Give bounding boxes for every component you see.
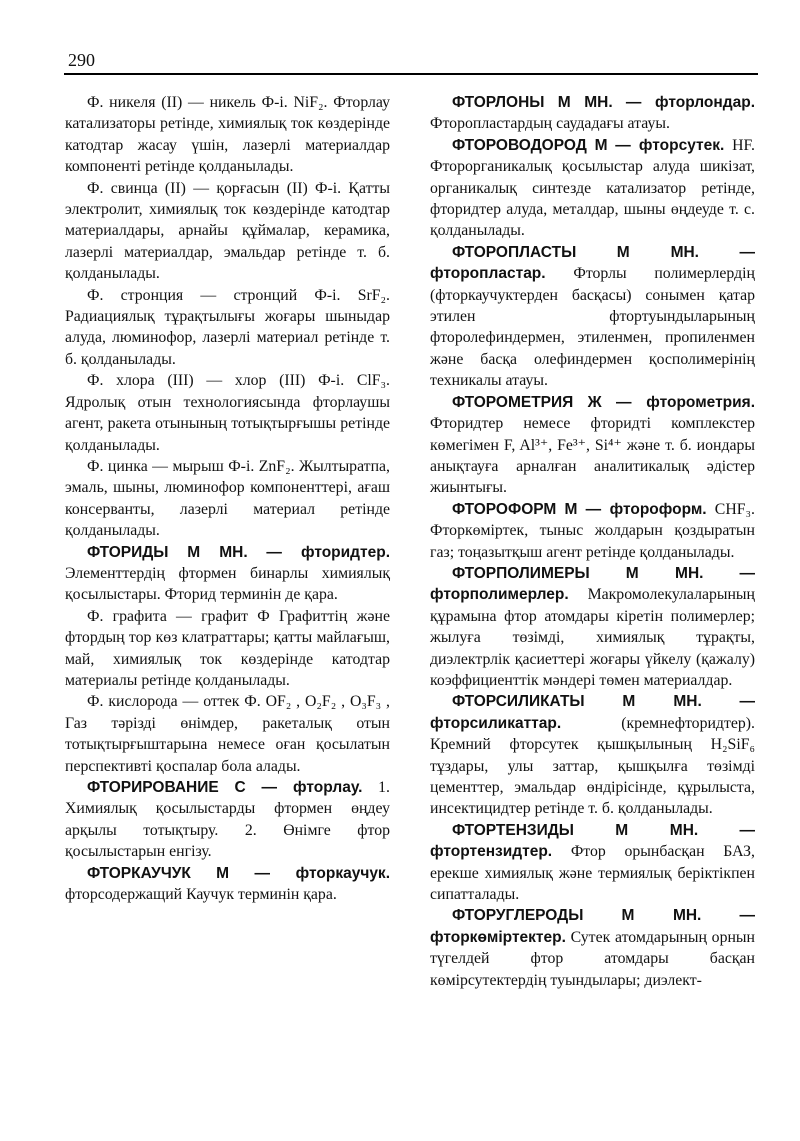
entry-term: ФТОРИДЫ xyxy=(87,543,169,561)
dictionary-entry xyxy=(65,863,390,906)
entry-grammar: М МН. xyxy=(557,94,613,111)
entry-text: Фтор орынбасқан БАЗ, ерекше химиялық және термиялық беріктікпен сипатталады. xyxy=(430,843,755,904)
entry-text: Ф. стронция — стронций Ф-і. SrF₂. Радиациялық тұрақтылығы жоғары шыныдар алуда, люминофор, лазерлі материал ретінде т. б. қолданылады. xyxy=(65,286,390,368)
entry-text: (кремнефторидтер). Кремний фторсутек қышқылының H₂SiF₆ тұздары, улы заттар, қышқылға төзімді цементтер, эмальдар өндірісінде, құрылыста, инсектицидтер ретінде т. б. қолданылады. xyxy=(430,714,755,818)
entry-grammar: М МН. xyxy=(621,907,702,925)
entry-translation: — фторкаучук. xyxy=(254,864,390,882)
entry-text: Фторлы полимерлердің (фторкаучуктерден басқасы) сонымен қатар этилен фтортуындыларының фторолефиндермен, этиленмен, пропиленмен және басқа олефиндермен қосполимерінің техникалы атауы. xyxy=(430,265,755,390)
sub-entry xyxy=(65,370,390,456)
header-rule xyxy=(64,73,758,75)
entry-term: ФТОРЛОНЫ xyxy=(452,94,545,111)
entry-translation: — фторкөміртектер. xyxy=(430,907,756,946)
entry-grammar: М МН. xyxy=(622,693,702,711)
entry-grammar: Ж xyxy=(587,393,602,411)
entry-translation: — фторидтер. xyxy=(266,543,390,561)
sub-entry xyxy=(65,92,390,178)
dictionary-entry xyxy=(430,92,755,135)
entry-term: ФТОРОФОРМ xyxy=(452,500,557,518)
entry-grammar: М МН. xyxy=(616,243,699,261)
entry-text: Фторопластардың саудадағы атауы. xyxy=(430,115,670,133)
entry-text: Ф. хлора (III) — хлор (III) Ф-і. ClF₃. Ядролық отын технологиясында фторлаушы агент, ракета отынының тотықтырғышы ретінде қолданылады. xyxy=(65,372,390,454)
entry-translation: — фторлау. xyxy=(261,779,363,796)
entry-grammar: М xyxy=(216,864,230,882)
dictionary-entry xyxy=(430,242,755,392)
dictionary-entry xyxy=(430,820,755,906)
entry-text: Ф. свинца (II) — қорғасын (II) Ф-і. Қатты электролит, химиялық ток көздерінде катодтар материалдары, арнайы құймалар, керамика, лазерлі материалдар, эмальдар ретінде т. б. қолданылады. xyxy=(65,179,390,283)
dictionary-entry xyxy=(430,135,755,242)
entry-grammar: М МН. xyxy=(615,821,699,839)
entry-translation: — фтороформ. xyxy=(585,500,707,518)
entry-translation: — фторсутек. xyxy=(615,136,725,154)
entry-term: ФТОРОМЕТРИЯ xyxy=(452,393,574,411)
sub-entry xyxy=(65,606,390,692)
dictionary-entry xyxy=(430,392,755,499)
entry-text: Ф. кислорода — оттек Ф. OF₂ , O₂F₂ , O₃F₃ , Газ тәрізді өнімдер, ракеталық отын тотықтырғыштарына немесе оған қосылатын перспективті қоспалар бола алады. xyxy=(65,693,390,775)
entry-term: ФТОРОВОДОРОД xyxy=(452,136,587,154)
entry-term: ФТОРУГЛЕРОДЫ xyxy=(452,907,584,925)
entry-text: Элементтердің фтормен бинарлы химиялық қосылыстары. Фторид терминін де қара. xyxy=(65,564,390,604)
sub-entry xyxy=(65,456,390,542)
entry-grammar: С xyxy=(234,779,246,796)
dictionary-entry xyxy=(430,905,755,991)
entry-term: ФТОРИРОВАНИЕ xyxy=(87,779,219,796)
entry-text: Ф. цинка — мырыш Ф-і. ZnF₂. Жылтыратпа, эмаль, шыны, люминофор компоненттері, ағаш консерванты, лазерлі материал ретінде қолданылады. xyxy=(65,457,390,540)
entry-text: HF. Фторорганикалық қосылыстар алуда шикізат, органикалық синтезде катализатор ретінде, фторидтер алуда, металдар, шыны өңдеуде т. с. қолданылады. xyxy=(430,136,755,240)
entry-grammar: М xyxy=(564,500,578,518)
entry-term: ФТОРКАУЧУК xyxy=(87,864,191,882)
dictionary-entry xyxy=(430,563,755,691)
entry-text: фторсодержащий Каучук терминін қара. xyxy=(65,886,337,904)
entry-text: Ф. никеля (II) — никель Ф-і. NiF₂. Фторлау катализаторы ретінде, химиялық ток көздерінде катодтар жасау үшін, лазерлі материалдар компоненті ретінде қолданылады. xyxy=(65,94,390,176)
entry-term: ФТОРСИЛИКАТЫ xyxy=(452,693,585,711)
dictionary-entry xyxy=(430,499,755,563)
sub-entry xyxy=(65,178,390,285)
entry-text: Ф. графита — графит Ф Графиттің және фтордың тор көз клатраттары; қатты майлағыш, май, химиялық ток көздерінде катодтар материалы ретінде қолданылады. xyxy=(65,607,390,689)
entry-term: ФТОРПОЛИМЕРЫ xyxy=(452,564,590,582)
entry-term: ФТОРТЕНЗИДЫ xyxy=(452,821,574,839)
entry-grammar: М МН. xyxy=(187,543,248,561)
entry-text: Макромолекулаларының құрамына фтор атомдары кіретін полимерлер; жылуға төзімді, химиялық тұрақты, диэлектрлік қасиеттері жоғары үйкелу (қажалу) коэффициенттік мәндері төмен материалдар. xyxy=(430,586,755,689)
entry-translation: — фторопластар. xyxy=(430,243,756,283)
entry-translation: — фторометрия. xyxy=(616,393,756,411)
entry-translation: — фторполимерлер. xyxy=(430,564,755,604)
dictionary-entry xyxy=(430,691,755,819)
sub-entry xyxy=(65,285,390,371)
entry-translation: — фтортензидтер. xyxy=(430,821,755,861)
entry-text: CHF₃. Фторкөміртек, тыныс жолдарын қоздыратын газ; тоңазытқыш агент ретінде қолданылады. xyxy=(430,500,755,561)
entry-term: ФТОРОПЛАСТЫ xyxy=(452,243,577,261)
dictionary-entry xyxy=(65,542,390,606)
page-number: 290 xyxy=(68,50,95,70)
entry-grammar: М МН. xyxy=(625,564,704,582)
dictionary-entry xyxy=(65,777,390,863)
entry-translation: — фторлондар. xyxy=(625,94,755,111)
sub-entry xyxy=(65,691,390,777)
entry-text: 1. Химиялық қосылыстарды фтормен өңдеу арқылы тотықтыру. 2. Өнімге фтор қосылыстарын енгізу. xyxy=(65,779,390,861)
left-column xyxy=(65,92,390,905)
entry-text: Сутек атомдарының орнын түгелдей фтор атомдары басқан көмірсутектердің туындылары; диэлект- xyxy=(430,928,755,989)
entry-grammar: М xyxy=(594,136,608,154)
right-column xyxy=(430,92,755,991)
entry-text: Фторидтер немесе фторидті комплекстер көмегімен F, Al³⁺, Fe³⁺, Si⁴⁺ және т. б. иондары анықтауға арналған аналитикалық әдістер жиынтығы. xyxy=(430,415,755,497)
entry-translation: — фторсиликаттар. xyxy=(430,693,755,732)
